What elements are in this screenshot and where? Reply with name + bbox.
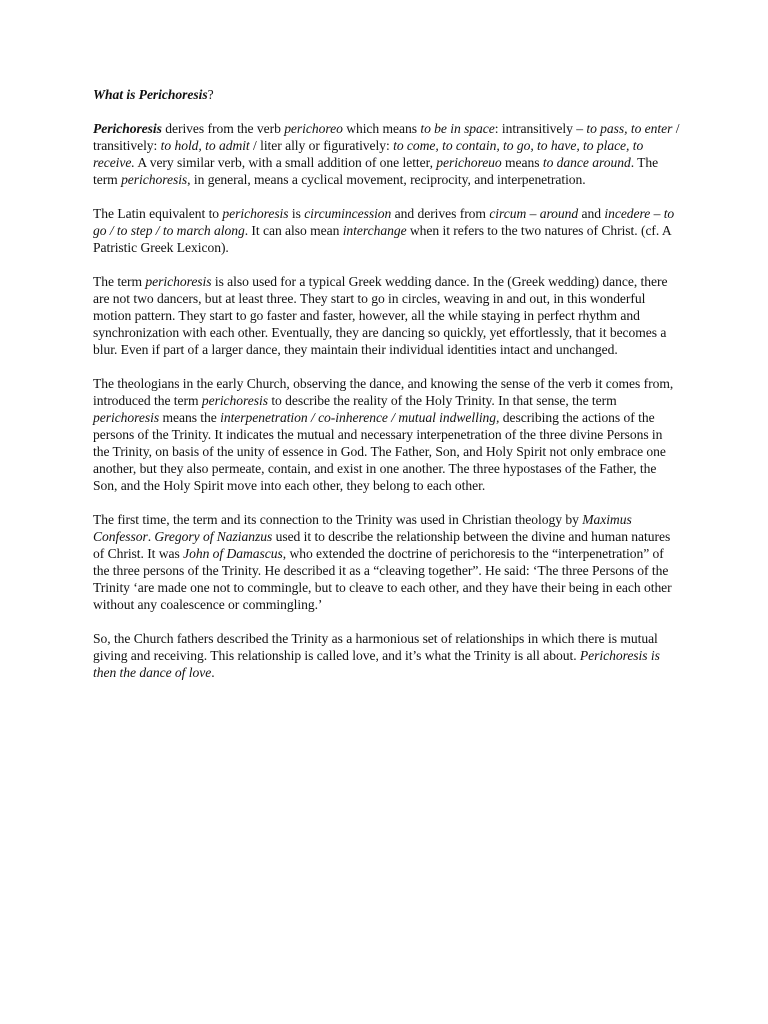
text-run: A very similar verb, with a small addition of one letter, <box>134 155 437 170</box>
body-paragraph <box>93 511 681 613</box>
text-run: to dance around <box>542 155 631 170</box>
text-run: to pass, to enter <box>586 121 673 136</box>
text-run: incedere – to go / to step / to march along <box>93 206 675 238</box>
text-run: / transitively: <box>93 121 680 153</box>
text-run: So, the Church fathers described the Trinity as a harmonious set of relationships in which there is mutual giving and receiving. This relationship is called love, and it’s what the Trinity is all about. <box>93 631 658 663</box>
text-run: circum – around <box>489 206 579 221</box>
body-paragraph <box>93 205 681 256</box>
text-run: when it refers to the two natures of Christ. (cf. A Patristic Greek Lexicon). <box>93 223 671 255</box>
text-run: to be in space <box>420 121 495 136</box>
text-run: perichoresis <box>145 274 212 289</box>
text-run: means the <box>159 410 221 425</box>
body-paragraph <box>93 375 681 494</box>
text-run: . <box>211 665 215 680</box>
text-run: perichoreo <box>284 121 343 136</box>
document-page <box>93 86 681 698</box>
text-run: The term <box>93 274 146 289</box>
text-run: John of Damascus <box>183 546 283 561</box>
text-run: . <box>147 529 155 544</box>
document-title <box>93 86 681 103</box>
text-run: to come, to contain, to go, to have, to place, to receive. <box>93 138 644 170</box>
text-run: The theologians in the early Church, observing the dance, and knowing the sense of the verb it comes from, introduced the term <box>93 376 674 408</box>
text-run: which means <box>342 121 421 136</box>
text-run: and derives from <box>391 206 490 221</box>
document-body <box>93 120 681 681</box>
text-run: circumincession <box>304 206 392 221</box>
text-run: / liter ally or figuratively: <box>249 138 394 153</box>
document-title-lead: What is Perichoresis <box>93 87 208 102</box>
text-run: Maximus Confessor <box>93 512 632 544</box>
text-run: derives from the verb <box>161 121 285 136</box>
text-run: : intransitively – <box>494 121 587 136</box>
text-run: is <box>288 206 305 221</box>
text-run: to describe the reality of the Holy Trinity. In that sense, the term <box>267 393 617 408</box>
text-run: and <box>578 206 605 221</box>
text-run: . The term <box>93 155 659 187</box>
body-paragraph <box>93 120 681 188</box>
document-title-trail: ? <box>207 87 214 102</box>
text-run: . It can also mean <box>244 223 343 238</box>
text-run: Gregory of Nazianzus <box>154 529 273 544</box>
text-run: perichoreuo <box>436 155 502 170</box>
text-run: perichoresis <box>222 206 289 221</box>
text-run: The Latin equivalent to <box>93 206 223 221</box>
text-run: perichoresis <box>121 172 188 187</box>
text-run: interchange <box>342 223 407 238</box>
text-run: , who extended the doctrine of perichoresis to the “interpenetration” of the three persons of the Trinity. He described it as a “cleaving together”. He said: ‘The three Persons of the Trinity ‘are made one not to commingle, but to cleave to each other, and they have their being in each other without any coalescence or commingling.’ <box>93 546 672 612</box>
text-run: Perichoresis is then the dance of love <box>93 648 660 680</box>
text-run: is also used for a typical Greek wedding dance. In the (Greek wedding) dance, there are not two dancers, but at least three. They start to go in circles, weaving in and out, in this wonderful motion pattern. They start to go faster and faster, however, all the while staying in perfect rhythm and synchronization with each other. Eventually, they are dancing so quickly, yet effortlessly, that it becomes a blur. Even if part of a larger dance, they maintain their individual identities intact and unchanged. <box>93 274 668 357</box>
text-run: means <box>501 155 543 170</box>
text-run: used it to describe the relationship between the divine and human natures of Christ. It was <box>93 529 671 561</box>
body-paragraph <box>93 630 681 681</box>
text-run: , in general, means a cyclical movement, reciprocity, and interpenetration. <box>187 172 586 187</box>
text-run: perichoresis <box>93 410 160 425</box>
body-paragraph <box>93 273 681 358</box>
text-run: describing the actions of the persons of the Trinity. It indicates the mutual and necessary interpenetration of the three divine Persons in the Trinity, on basis of the unity of essence in God. The Father, Son, and Holy Spirit not only embrace one another, but they also permeate, contain, and exist in one another. The three hypostases of the Father, the Son, and the Holy Spirit move into each other, they belong to each other. <box>93 410 666 493</box>
text-run: interpenetration / co-inherence / mutual indwelling, <box>220 410 500 425</box>
text-run: to hold, to admit <box>160 138 250 153</box>
text-run: Perichoresis <box>93 121 162 136</box>
text-run: perichoresis <box>201 393 268 408</box>
text-run: The first time, the term and its connection to the Trinity was used in Christian theology by <box>93 512 583 527</box>
